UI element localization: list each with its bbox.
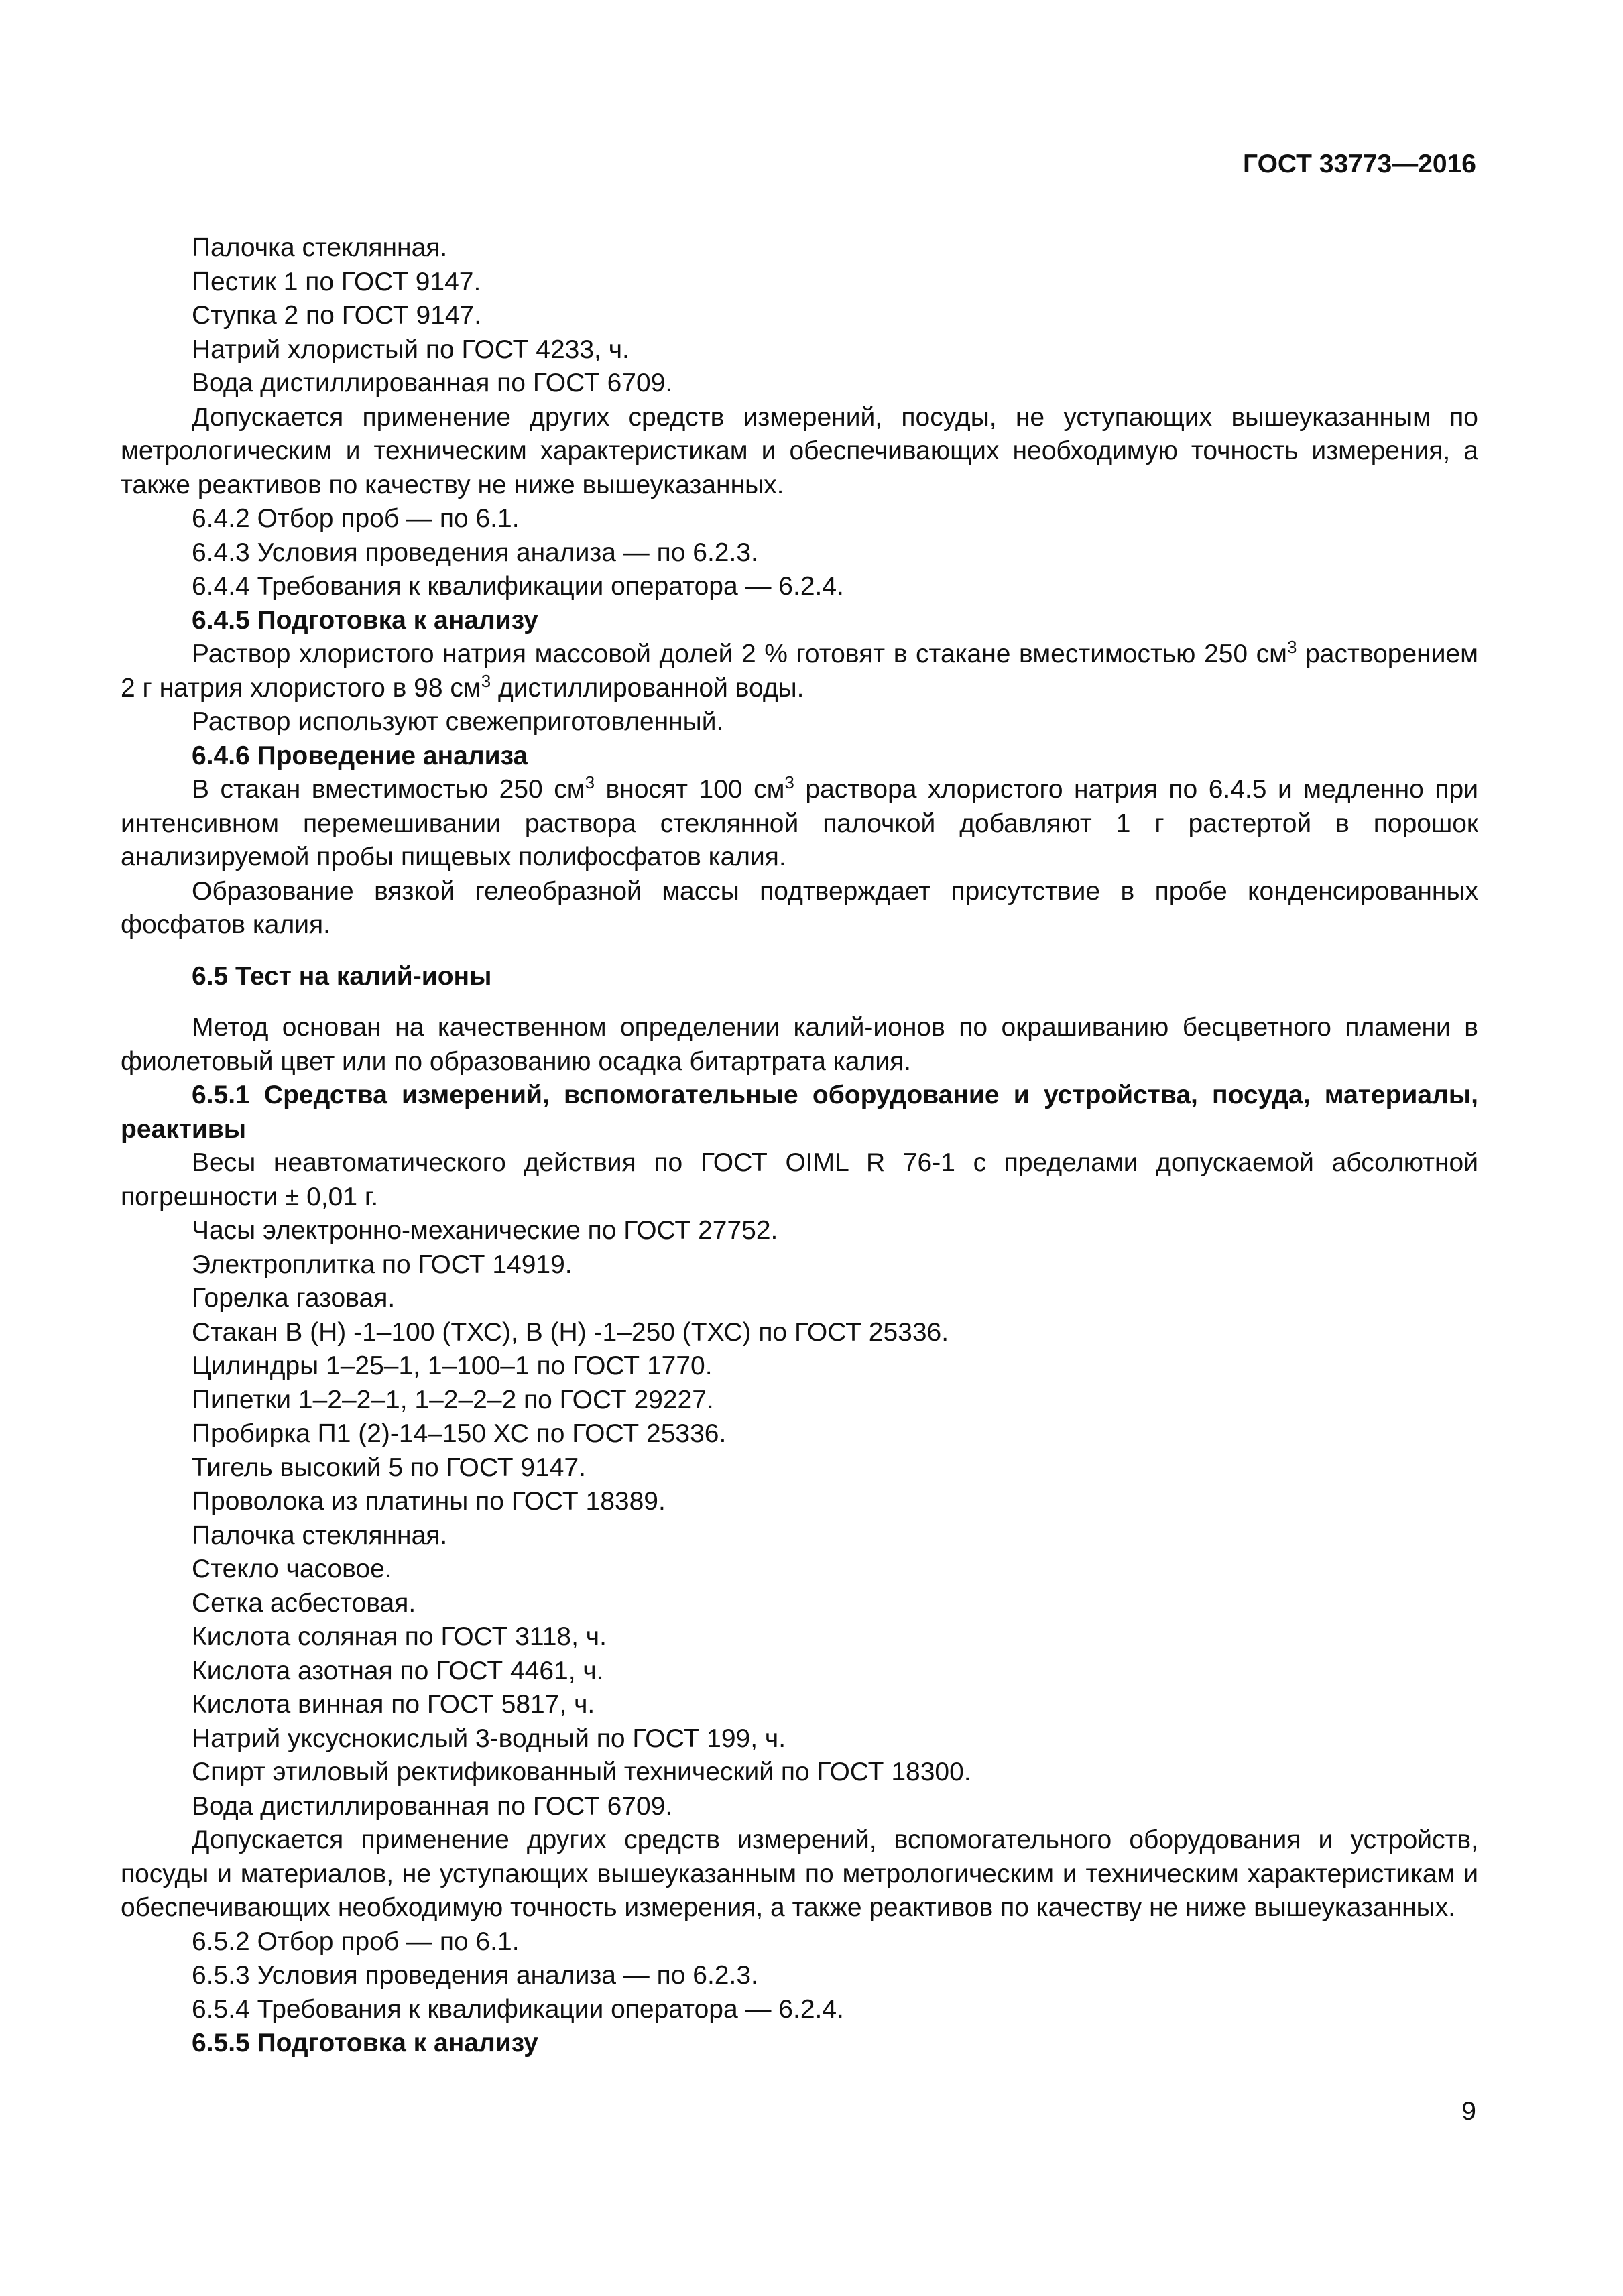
section-heading-6-5-5: 6.5.5 Подготовка к анализу xyxy=(192,2029,538,2057)
list-item: Электроплитка по ГОСТ 14919. xyxy=(192,1250,573,1279)
superscript: 3 xyxy=(1287,637,1297,657)
clause-6-5-2: 6.5.2 Отбор проб — по 6.1. xyxy=(192,1927,520,1956)
paragraph xyxy=(121,773,1478,875)
list-item: Вода дистиллированная по ГОСТ 6709. xyxy=(192,1791,673,1821)
paragraph: Образование вязкой гелеобразной массы подтверждает присутствие в пробе конденсированных фосфатов калия. xyxy=(121,876,1478,939)
paragraph: Допускается применение других средств измерений, посуды, не уступающих вышеуказанным по метрологическим и техническим характеристикам и обеспечивающих необходимую точность измерения, а также реактивов по качеству не ниже вышеуказанных. xyxy=(121,402,1478,499)
list-item: Пипетки 1–2–2–1, 1–2–2–2 по ГОСТ 29227. xyxy=(192,1385,714,1414)
list-item: Часы электронно-механические по ГОСТ 27752. xyxy=(192,1216,778,1245)
list-item: Кислота азотная по ГОСТ 4461, ч. xyxy=(192,1656,604,1685)
clause-6-5-3: 6.5.3 Условия проведения анализа — по 6.2.3. xyxy=(192,1961,758,1990)
paragraph: Раствор используют свежеприготовленный. xyxy=(192,707,724,736)
text-run: растворением 2 г натрия хлористого в 98 см xyxy=(121,640,1478,703)
list-item: Пробирка П1 (2)-14–150 ХС по ГОСТ 25336. xyxy=(192,1419,727,1448)
list-item: Цилиндры 1–25–1, 1–100–1 по ГОСТ 1770. xyxy=(192,1351,713,1380)
text-run: Раствор хлористого натрия массовой долей 2 % готовят в стакане вместимостью 250 см xyxy=(192,640,1287,668)
text-run: дистиллированной воды. xyxy=(491,673,804,703)
document-body xyxy=(121,231,1478,2061)
superscript: 3 xyxy=(585,772,595,792)
superscript: 3 xyxy=(784,772,794,792)
page-number: 9 xyxy=(1461,2097,1476,2126)
list-item: Пестик 1 по ГОСТ 9147. xyxy=(192,267,481,296)
paragraph: Метод основан на качественном определении калий-ионов по окрашиванию бесцветного пламени в фиолетовый цвет или по образованию осадка битартрата калия. xyxy=(121,1013,1478,1076)
list-item: Ступка 2 по ГОСТ 9147. xyxy=(192,301,482,330)
list-item: Кислота винная по ГОСТ 5817, ч. xyxy=(192,1690,595,1719)
list-item: Спирт этиловый ректификованный технический по ГОСТ 18300. xyxy=(192,1758,971,1787)
list-item: Сетка асбестовая. xyxy=(192,1588,416,1618)
document-header: ГОСТ 33773—2016 xyxy=(1243,149,1476,178)
list-item: Палочка стеклянная. xyxy=(192,233,448,262)
clause-6-4-4: 6.4.4 Требования к квалификации оператора — 6.2.4. xyxy=(192,572,844,601)
text-run: раствора хлористого натрия по 6.4.5 и медленно при интенсивном перемешивании раствора стеклянной палочкой добавляют 1 г растертой в порошок анализируемой пробы пищевых полифосфатов калия. xyxy=(121,775,1478,871)
list-item: Стекло часовое. xyxy=(192,1555,392,1583)
list-item: Палочка стеклянная. xyxy=(192,1520,448,1550)
section-heading-6-5-1: 6.5.1 Средства измерений, вспомогательные оборудование и устройства, посуда, материалы, реактивы xyxy=(121,1081,1478,1144)
paragraph xyxy=(121,638,1478,705)
section-heading-6-4-6: 6.4.6 Проведение анализа xyxy=(192,741,528,770)
list-item: Проволока из платины по ГОСТ 18389. xyxy=(192,1487,666,1516)
section-heading-6-4-5: 6.4.5 Подготовка к анализу xyxy=(192,605,538,635)
list-item: Кислота соляная по ГОСТ 3118, ч. xyxy=(192,1622,607,1651)
clause-6-5-4: 6.5.4 Требования к квалификации оператора — 6.2.4. xyxy=(192,1994,844,2024)
section-heading-6-5: 6.5 Тест на калий-ионы xyxy=(192,961,492,991)
superscript: 3 xyxy=(481,670,491,691)
paragraph: Весы неавтоматического действия по ГОСТ OIML R 76-1 с пределами допускаемой абсолютной погрешности ± 0,01 г. xyxy=(121,1148,1478,1211)
list-item: Горелка газовая. xyxy=(192,1284,396,1313)
list-item: Вода дистиллированная по ГОСТ 6709. xyxy=(192,369,673,398)
list-item: Натрий уксуснокислый 3-водный по ГОСТ 199, ч. xyxy=(192,1724,786,1753)
paragraph: Допускается применение других средств измерений, вспомогательного оборудования и устройств, посуды и материалов, не уступающих вышеуказанным по метрологическим и техническим характеристикам и обеспечивающих необходимую точность измерения, а также реактивов по качеству не ниже вышеуказанных. xyxy=(121,1825,1478,1922)
text-run: В стакан вместимостью 250 см xyxy=(192,775,585,804)
clause-6-4-3: 6.4.3 Условия проведения анализа — по 6.2.3. xyxy=(192,538,758,567)
list-item: Тигель высокий 5 по ГОСТ 9147. xyxy=(192,1453,586,1482)
clause-6-4-2: 6.4.2 Отбор проб — по 6.1. xyxy=(192,504,520,533)
list-item: Натрий хлористый по ГОСТ 4233, ч. xyxy=(192,335,629,364)
text-run: вносят 100 см xyxy=(595,775,785,804)
list-item: Стакан В (Н) -1–100 (ТХС), В (Н) -1–250 (ТХС) по ГОСТ 25336. xyxy=(192,1317,949,1347)
